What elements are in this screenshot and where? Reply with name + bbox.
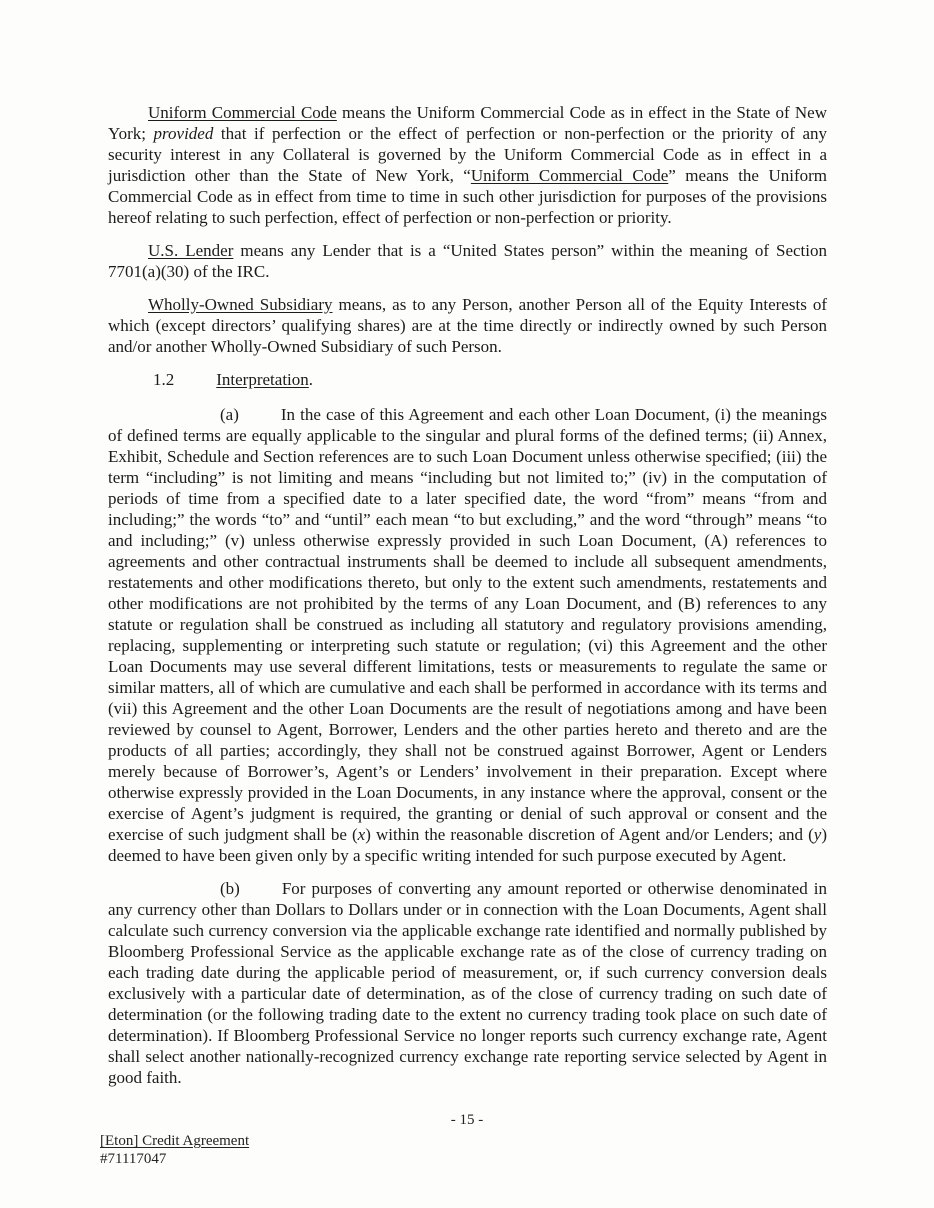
paragraph-a-label: (a) xyxy=(220,405,239,424)
text-run: y xyxy=(813,825,822,844)
paragraph-a-text xyxy=(108,405,827,865)
text-run: that if perfection or the effect of perfection or non-perfection or the priority of any security interest in any Collateral is governed by the Uniform Commercial Code as in effect in a jurisdiction other than the State of New York, “ xyxy=(108,124,827,185)
document-footer-id xyxy=(100,1132,249,1168)
section-title: Interpretation xyxy=(216,370,309,389)
definition-wholly-owned-subsidiary xyxy=(108,294,827,357)
text-run: Uniform Commercial Code xyxy=(148,103,337,122)
text-run: means any Lender that is a “United States person” within the meaning of Section 7701(a)(30) of the IRC. xyxy=(108,241,827,281)
footer-doc-number: #71117047 xyxy=(100,1151,167,1167)
text-run: ” means the Uniform Commercial Code as in effect from time to time in such other jurisdiction for purposes of the provisions hereof relating to such perfection, effect of perfection or non-perfection or priority. xyxy=(108,166,827,227)
definition-us-lender xyxy=(108,240,827,282)
text-run: In the case of this Agreement and each other Loan Document, (i) the meanings of defined terms are equally applicable to the singular and plural forms of the defined terms; (ii) Annex, Exhibit, Schedule and Section references are to such Loan Document unless otherwise specified; (iii) the term “including” is not limiting and means “including but not limited to;” (iv) in the computation of periods of time from a specified date to a later specified date, the word “from” means “from and including;” the words “to” and “until” each mean “to but excluding,” and the word “through” means “to and including;” (v) unless otherwise expressly provided in such Loan Document, (A) references to agreements and other contractual instruments shall be deemed to include all subsequent amendments, restatements and other modifications thereto, but only to the extent such amendments, restatements and other modifications are not prohibited by the terms of any Loan Document, and (B) references to any statute or regulation shall be construed as including all statutory and regulatory provisions amending, replacing, supplementing or interpreting such statute or regulation; (vi) this Agreement and the other Loan Documents may use several different limitations, tests or measurements to regulate the same or similar matters, all of which are cumulative and each shall be performed in accordance with its terms and (vii) this Agreement and the other Loan Documents are the result of negotiations among and have been reviewed by counsel to Agent, Borrower, Lenders and the other parties hereto and thereto and are the products of all parties; accordingly, they shall not be construed against Borrower, Agent or Lenders merely because of Borrower’s, Agent’s or Lenders’ involvement in their preparation. Except where otherwise expressly provided in the Loan Documents, in any instance where the approval, consent or the exercise of Agent’s judgment is required, the granting or denial of such approval or consent and the exercise of such judgment shall be ( xyxy=(108,405,827,844)
text-run: provided xyxy=(153,124,214,143)
text-run: means the Uniform Commercial Code as in effect in the State of New York; xyxy=(108,103,827,143)
text-run: ) deemed to have been given only by a specific writing intended for such purpose executed by Agent. xyxy=(108,825,827,865)
footer-doc-title: [Eton] Credit Agreement xyxy=(100,1133,250,1149)
paragraph-b-text xyxy=(108,879,827,1087)
section-number: 1.2 xyxy=(153,370,175,389)
text-run: x xyxy=(357,825,366,844)
document-body xyxy=(108,102,827,1100)
paragraph-a xyxy=(108,404,827,866)
text-run: means, as to any Person, another Person all of the Equity Interests of which (except directors’ qualifying shares) are at the time directly or indirectly owned by such Person and/or another Wholly-Owned Subsidiary of such Person. xyxy=(108,295,827,356)
paragraph-b xyxy=(108,878,827,1088)
section-heading-1-2 xyxy=(108,369,827,390)
definition-uniform-commercial-code xyxy=(108,102,827,228)
page-number: - 15 - xyxy=(450,1112,484,1128)
paragraph-b-label: (b) xyxy=(220,879,240,898)
text-run: Uniform Commercial Code xyxy=(470,166,669,185)
text-run: For purposes of converting any amount reported or otherwise denominated in any currency other than Dollars to Dollars under or in connection with the Loan Documents, Agent shall calculate such currency conversion via the applicable exchange rate identified and normally published by Bloomberg Professional Service as the applicable exchange rate as of the close of currency trading on each trading date during the applicable period of measurement, or, if such currency conversion deals exclusively with a particular date of determination, as of the close of currency trading on such date of determination (or the following trading date to the extent no currency trading took place on such date of determination). If Bloomberg Professional Service no longer reports such currency exchange rate, Agent shall select another nationally-recognized currency exchange rate reporting service selected by Agent in good faith. xyxy=(108,879,827,1087)
section-title-suffix: . xyxy=(308,370,314,389)
text-run: U.S. Lender xyxy=(148,241,234,260)
text-run: ) within the reasonable discretion of Agent and/or Lenders; and ( xyxy=(365,825,814,844)
text-run: Wholly-Owned Subsidiary xyxy=(148,295,333,314)
